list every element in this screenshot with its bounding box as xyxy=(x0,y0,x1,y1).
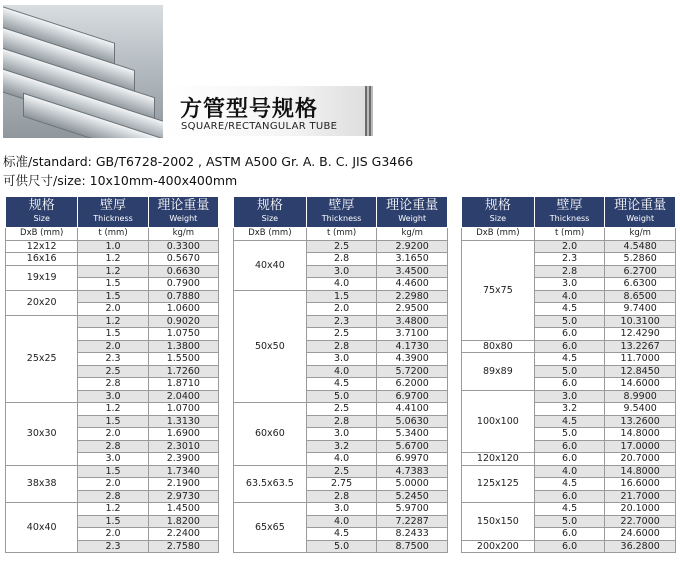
table-header-row xyxy=(6,197,219,228)
header-thickness xyxy=(534,197,605,228)
header-thickness xyxy=(78,197,148,228)
thickness-cell: 4.0 xyxy=(306,453,377,466)
weight-cell: 4.1730 xyxy=(377,340,448,353)
thickness-cell: 6.0 xyxy=(534,453,605,466)
thickness-cell: 1.2 xyxy=(78,503,148,516)
thickness-cell: 4.5 xyxy=(534,353,605,366)
table-header-row xyxy=(462,197,676,228)
unit-size: DxB (mm) xyxy=(462,228,535,241)
size-cell: 30x30 xyxy=(6,403,78,466)
weight-cell: 17.0000 xyxy=(605,440,676,453)
weight-cell: 6.9970 xyxy=(377,453,448,466)
weight-cell: 22.7000 xyxy=(605,515,676,528)
thickness-cell: 2.5 xyxy=(306,240,377,253)
weight-cell: 20.7000 xyxy=(605,453,676,466)
weight-cell: 36.2800 xyxy=(605,540,676,553)
weight-cell: 5.0630 xyxy=(377,415,448,428)
table-row xyxy=(462,465,676,478)
weight-cell: 24.6000 xyxy=(605,528,676,541)
unit-weight: kg/m xyxy=(605,228,676,241)
header-weight-en: Weight xyxy=(626,214,655,223)
thickness-cell: 1.5 xyxy=(306,290,377,303)
weight-cell: 5.2450 xyxy=(377,490,448,503)
thickness-cell: 2.0 xyxy=(534,240,605,253)
size-cell: 40x40 xyxy=(234,240,307,290)
thickness-cell: 2.8 xyxy=(306,490,377,503)
weight-cell: 2.9200 xyxy=(377,240,448,253)
thickness-cell: 6.0 xyxy=(534,440,605,453)
weight-cell: 14.6000 xyxy=(605,378,676,391)
thickness-cell: 2.0 xyxy=(78,528,148,541)
thickness-cell: 2.3 xyxy=(78,353,148,366)
weight-cell: 10.3100 xyxy=(605,315,676,328)
weight-cell: 2.9730 xyxy=(148,490,218,503)
thickness-cell: 2.3 xyxy=(306,315,377,328)
weight-cell: 8.9900 xyxy=(605,390,676,403)
weight-cell: 0.6630 xyxy=(148,265,218,278)
weight-cell: 4.3900 xyxy=(377,353,448,366)
table-row xyxy=(234,503,448,516)
size-cell: 12x12 xyxy=(6,240,78,253)
weight-cell: 3.4800 xyxy=(377,315,448,328)
thickness-cell: 3.0 xyxy=(534,390,605,403)
thickness-cell: 3.0 xyxy=(78,453,148,466)
weight-cell: 4.4100 xyxy=(377,403,448,416)
unit-thickness: t (mm) xyxy=(306,228,377,241)
header-size xyxy=(234,197,307,228)
size-cell: 150x150 xyxy=(462,503,535,541)
weight-cell: 2.2980 xyxy=(377,290,448,303)
weight-cell: 16.6000 xyxy=(605,478,676,491)
thickness-cell: 2.8 xyxy=(306,340,377,353)
thickness-cell: 5.0 xyxy=(306,390,377,403)
thickness-cell: 1.2 xyxy=(78,403,148,416)
weight-cell: 20.1000 xyxy=(605,503,676,516)
header-weight-cn: 理论重量 xyxy=(386,198,439,213)
thickness-cell: 2.0 xyxy=(78,340,148,353)
weight-cell: 1.3800 xyxy=(148,340,218,353)
weight-cell: 5.9700 xyxy=(377,503,448,516)
thickness-cell: 3.0 xyxy=(78,390,148,403)
size-cell: 60x60 xyxy=(234,403,307,466)
size-cell: 50x50 xyxy=(234,290,307,403)
header-weight xyxy=(605,197,676,228)
thickness-cell: 3.0 xyxy=(306,265,377,278)
weight-cell: 2.3900 xyxy=(148,453,218,466)
standard-text: 标准/standard: GB/T6728-2002 , ASTM A500 Gr. A. B. C. JIS G3466 xyxy=(3,154,414,169)
table-row xyxy=(6,240,219,253)
weight-cell: 1.4500 xyxy=(148,503,218,516)
unit-thickness: t (mm) xyxy=(534,228,605,241)
header-size xyxy=(462,197,535,228)
thickness-cell: 5.0 xyxy=(534,365,605,378)
weight-cell: 3.1650 xyxy=(377,253,448,266)
weight-cell: 4.7383 xyxy=(377,465,448,478)
weight-cell: 8.2433 xyxy=(377,528,448,541)
weight-cell: 0.9020 xyxy=(148,315,218,328)
header-size-en: Size xyxy=(489,214,507,223)
weight-cell: 1.0600 xyxy=(148,303,218,316)
weight-cell: 0.5670 xyxy=(148,253,218,266)
thickness-cell: 4.0 xyxy=(306,515,377,528)
weight-cell: 12.8450 xyxy=(605,365,676,378)
weight-cell: 4.5480 xyxy=(605,240,676,253)
table-row xyxy=(6,465,219,478)
table-unit-row xyxy=(6,228,219,241)
size-cell: 89x89 xyxy=(462,353,535,391)
weight-cell: 1.6900 xyxy=(148,428,218,441)
spec-table-3 xyxy=(461,196,676,553)
thickness-cell: 2.8 xyxy=(78,490,148,503)
weight-cell: 2.7580 xyxy=(148,540,218,553)
thickness-cell: 2.8 xyxy=(306,253,377,266)
weight-cell: 5.2860 xyxy=(605,253,676,266)
thickness-cell: 6.0 xyxy=(534,540,605,553)
header-weight-en: Weight xyxy=(169,214,198,223)
table-row xyxy=(462,540,676,553)
thickness-cell: 4.5 xyxy=(534,478,605,491)
table-row xyxy=(462,353,676,366)
weight-cell: 8.7500 xyxy=(377,540,448,553)
size-cell: 38x38 xyxy=(6,465,78,503)
weight-cell: 1.8200 xyxy=(148,515,218,528)
thickness-cell: 2.0 xyxy=(78,478,148,491)
table-row xyxy=(462,340,676,353)
header-size-cn: 规格 xyxy=(256,198,283,213)
size-cell: 20x20 xyxy=(6,290,78,315)
thickness-cell: 5.0 xyxy=(534,428,605,441)
header-size xyxy=(6,197,78,228)
table-row xyxy=(6,315,219,328)
table-unit-row xyxy=(462,228,676,241)
weight-cell: 9.7400 xyxy=(605,303,676,316)
page-title: 方管型号规格 xyxy=(180,97,319,122)
table-row xyxy=(234,465,448,478)
unit-weight: kg/m xyxy=(377,228,448,241)
weight-cell: 13.2600 xyxy=(605,415,676,428)
weight-cell: 14.8000 xyxy=(605,428,676,441)
thickness-cell: 4.5 xyxy=(534,415,605,428)
header-weight-cn: 理论重量 xyxy=(157,198,210,213)
thickness-cell: 2.8 xyxy=(78,378,148,391)
thickness-cell: 3.0 xyxy=(534,278,605,291)
steel-tube-photo xyxy=(3,5,163,138)
thickness-cell: 3.0 xyxy=(306,353,377,366)
unit-size: DxB (mm) xyxy=(234,228,307,241)
header-thickness-en: Thickness xyxy=(93,214,133,223)
thickness-cell: 2.5 xyxy=(78,365,148,378)
header-weight-en: Weight xyxy=(398,214,427,223)
thickness-cell: 4.0 xyxy=(306,365,377,378)
table-row xyxy=(6,290,219,303)
size-cell: 100x100 xyxy=(462,390,535,453)
thickness-cell: 1.5 xyxy=(78,465,148,478)
thickness-cell: 1.2 xyxy=(78,315,148,328)
thickness-cell: 2.0 xyxy=(306,303,377,316)
weight-cell: 1.3130 xyxy=(148,415,218,428)
header-weight xyxy=(148,197,218,228)
thickness-cell: 1.5 xyxy=(78,515,148,528)
thickness-cell: 3.0 xyxy=(306,428,377,441)
header-weight xyxy=(377,197,448,228)
header-size-cn: 规格 xyxy=(484,198,511,213)
weight-cell: 2.0400 xyxy=(148,390,218,403)
table-header-row xyxy=(234,197,448,228)
size-cell: 25x25 xyxy=(6,315,78,403)
size-cell: 40x40 xyxy=(6,503,78,553)
weight-cell: 0.3300 xyxy=(148,240,218,253)
weight-cell: 5.6700 xyxy=(377,440,448,453)
size-cell: 16x16 xyxy=(6,253,78,266)
size-cell: 65x65 xyxy=(234,503,307,553)
weight-cell: 2.9500 xyxy=(377,303,448,316)
weight-cell: 11.7000 xyxy=(605,353,676,366)
thickness-cell: 4.5 xyxy=(306,528,377,541)
thickness-cell: 6.0 xyxy=(534,528,605,541)
header-size-en: Size xyxy=(261,214,279,223)
unit-size: DxB (mm) xyxy=(6,228,78,241)
header-thickness-cn: 壁厚 xyxy=(328,198,355,213)
weight-cell: 6.2700 xyxy=(605,265,676,278)
thickness-cell: 5.0 xyxy=(306,540,377,553)
table-row xyxy=(6,253,219,266)
thickness-cell: 4.0 xyxy=(534,290,605,303)
table-row xyxy=(6,265,219,278)
thickness-cell: 2.3 xyxy=(534,253,605,266)
weight-cell: 6.9700 xyxy=(377,390,448,403)
table-row xyxy=(462,503,676,516)
weight-cell: 2.2400 xyxy=(148,528,218,541)
thickness-cell: 2.0 xyxy=(78,428,148,441)
weight-cell: 3.4500 xyxy=(377,265,448,278)
weight-cell: 0.7900 xyxy=(148,278,218,291)
weight-cell: 1.7340 xyxy=(148,465,218,478)
weight-cell: 2.3010 xyxy=(148,440,218,453)
table-unit-row xyxy=(234,228,448,241)
thickness-cell: 2.8 xyxy=(534,265,605,278)
weight-cell: 21.7000 xyxy=(605,490,676,503)
weight-cell: 6.6300 xyxy=(605,278,676,291)
weight-cell: 6.2000 xyxy=(377,378,448,391)
table-row xyxy=(462,453,676,466)
thickness-cell: 3.2 xyxy=(306,440,377,453)
header-size-en: Size xyxy=(33,214,50,223)
thickness-cell: 6.0 xyxy=(534,340,605,353)
size-cell: 200x200 xyxy=(462,540,535,553)
weight-cell: 1.7260 xyxy=(148,365,218,378)
thickness-cell: 1.5 xyxy=(78,290,148,303)
thickness-cell: 2.5 xyxy=(306,328,377,341)
thickness-cell: 2.3 xyxy=(78,540,148,553)
unit-thickness: t (mm) xyxy=(78,228,148,241)
weight-cell: 0.7880 xyxy=(148,290,218,303)
weight-cell: 1.8710 xyxy=(148,378,218,391)
thickness-cell: 4.5 xyxy=(534,503,605,516)
thickness-cell: 6.0 xyxy=(534,378,605,391)
size-cell: 80x80 xyxy=(462,340,535,353)
thickness-cell: 4.5 xyxy=(306,378,377,391)
weight-cell: 14.8000 xyxy=(605,465,676,478)
thickness-cell: 4.0 xyxy=(534,465,605,478)
table-row xyxy=(6,403,219,416)
weight-cell: 1.0750 xyxy=(148,328,218,341)
spec-table-2 xyxy=(233,196,448,553)
table-row xyxy=(234,403,448,416)
thickness-cell: 1.2 xyxy=(78,253,148,266)
thickness-cell: 3.2 xyxy=(534,403,605,416)
thickness-cell: 2.8 xyxy=(306,415,377,428)
table-row xyxy=(234,240,448,253)
table-row xyxy=(462,240,676,253)
weight-cell: 4.4600 xyxy=(377,278,448,291)
header-thickness xyxy=(306,197,377,228)
table-row xyxy=(6,503,219,516)
thickness-cell: 3.0 xyxy=(306,503,377,516)
header-thickness-en: Thickness xyxy=(321,214,362,223)
thickness-cell: 6.0 xyxy=(534,490,605,503)
size-cell: 63.5x63.5 xyxy=(234,465,307,503)
thickness-cell: 6.0 xyxy=(534,328,605,341)
thickness-cell: 5.0 xyxy=(534,515,605,528)
size-cell: 19x19 xyxy=(6,265,78,290)
thickness-cell: 5.0 xyxy=(534,315,605,328)
spec-table-1 xyxy=(5,196,219,553)
size-range-text: 可供尺寸/size: 10x10mm-400x400mm xyxy=(3,173,238,188)
table-row xyxy=(462,390,676,403)
header-size-cn: 规格 xyxy=(28,198,55,213)
weight-cell: 2.1900 xyxy=(148,478,218,491)
weight-cell: 13.2267 xyxy=(605,340,676,353)
table-row xyxy=(234,290,448,303)
thickness-cell: 2.5 xyxy=(306,403,377,416)
thickness-cell: 1.5 xyxy=(78,328,148,341)
weight-cell: 5.0000 xyxy=(377,478,448,491)
thickness-cell: 1.5 xyxy=(78,278,148,291)
header-thickness-en: Thickness xyxy=(549,214,590,223)
weight-cell: 1.5500 xyxy=(148,353,218,366)
weight-cell: 7.2287 xyxy=(377,515,448,528)
thickness-cell: 2.0 xyxy=(78,303,148,316)
thickness-cell: 1.2 xyxy=(78,265,148,278)
page-subtitle: SQUARE/RECTANGULAR TUBE xyxy=(181,121,338,132)
weight-cell: 12.4290 xyxy=(605,328,676,341)
size-cell: 125x125 xyxy=(462,465,535,503)
size-cell: 75x75 xyxy=(462,240,535,340)
thickness-cell: 2.5 xyxy=(306,465,377,478)
weight-cell: 1.0700 xyxy=(148,403,218,416)
header-thickness-cn: 壁厚 xyxy=(100,198,127,213)
thickness-cell: 1.5 xyxy=(78,415,148,428)
header-thickness-cn: 壁厚 xyxy=(556,198,583,213)
thickness-cell: 1.0 xyxy=(78,240,148,253)
weight-cell: 5.7200 xyxy=(377,365,448,378)
thickness-cell: 4.0 xyxy=(306,278,377,291)
weight-cell: 5.3400 xyxy=(377,428,448,441)
weight-cell: 3.7100 xyxy=(377,328,448,341)
thickness-cell: 2.8 xyxy=(78,440,148,453)
thickness-cell: 2.75 xyxy=(306,478,377,491)
thickness-cell: 4.5 xyxy=(534,303,605,316)
unit-weight: kg/m xyxy=(148,228,218,241)
size-cell: 120x120 xyxy=(462,453,535,466)
header-weight-cn: 理论重量 xyxy=(614,198,667,213)
weight-cell: 8.6500 xyxy=(605,290,676,303)
weight-cell: 9.5400 xyxy=(605,403,676,416)
